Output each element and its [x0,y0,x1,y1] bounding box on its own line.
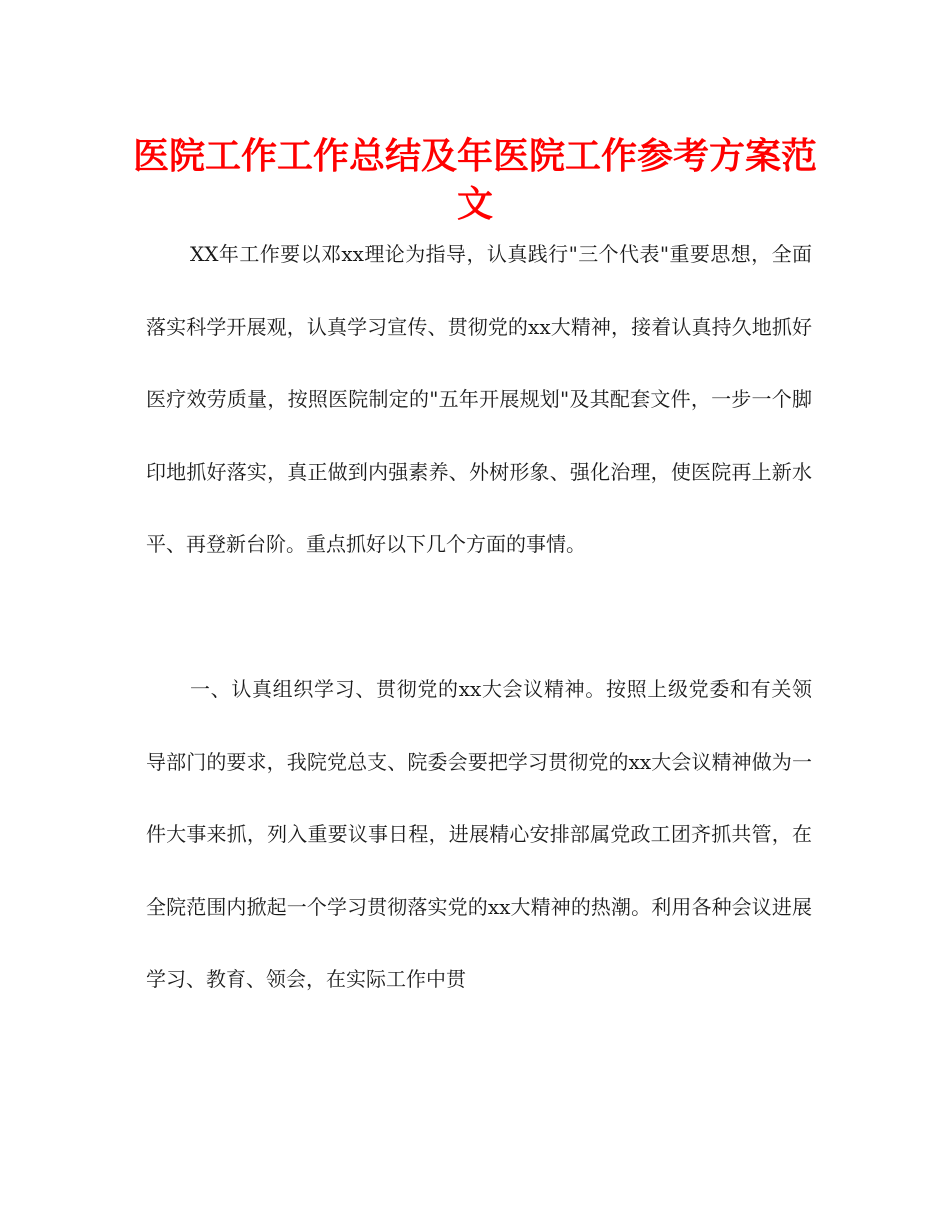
body-paragraph-2: 一、认真组织学习、贯彻党的xx大会议精神。按照上级党委和有关领导部门的要求，我院党总支、院委会要把学习贯彻党的xx大会议精神做为一件大事来抓，列入重要议事日程，进展精心安排部属党政工团齐抓共管，在全院范围内掀起一个学习贯彻落实党的xx大精神的热潮。利用各种会议进展学习、教育、领会，在实际工作中贯 [146,677,812,992]
document-title: 医院工作工作总结及年医院工作参考方案范文 [132,136,817,225]
body-paragraph-1: XX年工作要以邓xx理论为指导，认真践行"三个代表"重要思想，全面落实科学开展观，认真学习宣传、贯彻党的xx大精神，接着认真持久地抓好医疗效劳质量，按照医院制定的"五年开展规划"及其配套文件，一步一个脚印地抓好落实，真正做到内强素养、外树形象、强化治理，使医院再上新水平、再登新台阶。重点抓好以下几个方面的事情。 [146,242,812,557]
